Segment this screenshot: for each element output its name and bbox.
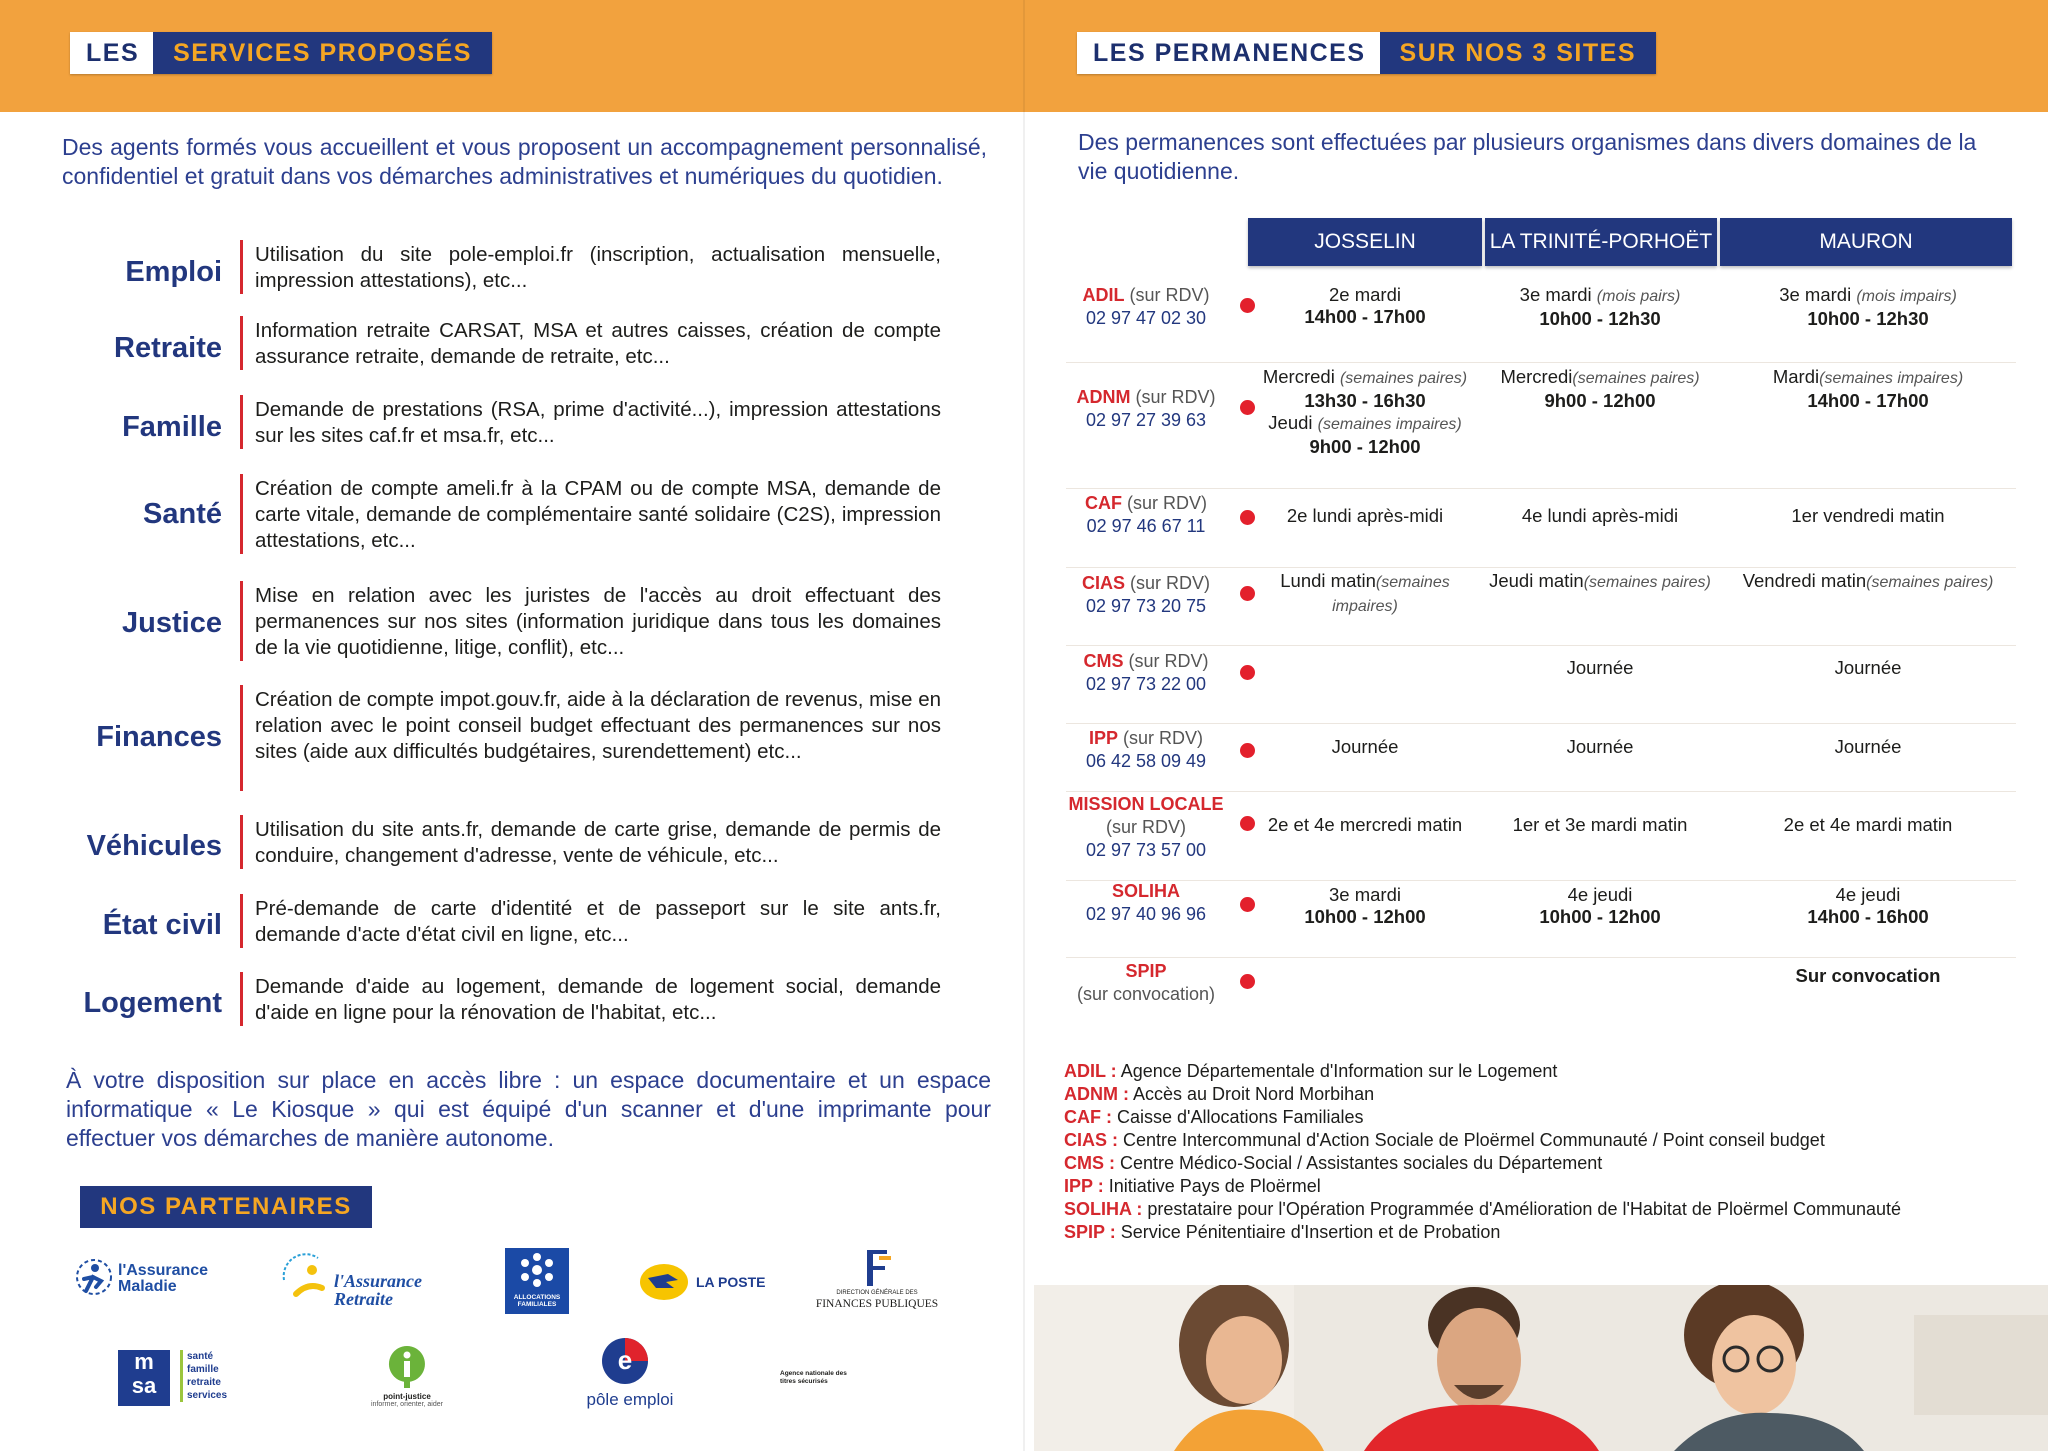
schedule-cell [1248, 736, 1482, 758]
cell-text: 14h00 - 17h00 [1304, 306, 1426, 327]
laposte-icon [638, 1262, 690, 1302]
schedule-cell [1722, 366, 2014, 412]
organisation-rdv: (sur convocation) [1076, 984, 1216, 1004]
permanences-header-left: LES PERMANENCES [1077, 32, 1380, 74]
row-separator [1066, 567, 2016, 568]
organisation-line [1056, 960, 1236, 983]
cell-text: Journée [1331, 736, 1399, 757]
cell-text: (semaines paires) [1339, 370, 1468, 387]
legend-abbr: ADNM : [1064, 1084, 1129, 1104]
msa-logo [118, 1350, 248, 1408]
cell-line [1483, 884, 1717, 906]
cell-text: (mois impairs) [1856, 288, 1957, 305]
schedule-cell [1722, 505, 2014, 527]
organisation-code: ADIL [1082, 285, 1125, 305]
legend-item [1064, 1175, 1901, 1198]
schedule-cell [1483, 505, 1717, 527]
cell-line [1722, 884, 2014, 906]
cell-line [1248, 736, 1482, 758]
pole-emploi-text: pôle emploi [586, 1390, 674, 1409]
cell-text: (semaines paires) [1572, 370, 1700, 387]
organisation [1056, 492, 1236, 538]
dgfip-logo [812, 1246, 942, 1316]
permanences-header-right: SUR NOS 3 SITES [1380, 32, 1656, 74]
assurance-retraite-icon [278, 1250, 334, 1306]
cell-text: 13h30 - 16h30 [1304, 390, 1426, 411]
service-divider [240, 972, 243, 1026]
point-justice-title: point-justice [383, 1392, 431, 1401]
cell-line [1483, 657, 1717, 679]
point-justice-sub: informer, orienter, aider [371, 1401, 443, 1408]
dgfip-text-top: DIRECTION GÉNÉRALE DES [836, 1290, 918, 1296]
legend-item [1064, 1083, 1901, 1106]
cell-line [1483, 906, 1717, 928]
msa-line-1: santé [187, 1351, 214, 1362]
organisation [1056, 650, 1236, 696]
cell-line [1722, 814, 2014, 836]
caf-text: ALLOCATIONS FAMILIALES [513, 1294, 561, 1308]
cell-line [1483, 284, 1717, 308]
cell-text: 10h00 - 12h30 [1807, 308, 1929, 329]
column-header: LA TRINITÉ-PORHOËT [1485, 218, 1717, 266]
cell-line [1722, 366, 2014, 390]
cell-line [1248, 366, 1482, 390]
cell-line [1483, 366, 1717, 390]
service-row [62, 894, 944, 948]
legend-item [1064, 1198, 1901, 1221]
organisation-line [1056, 650, 1236, 673]
cell-text: 14h00 - 17h00 [1807, 390, 1929, 411]
cell-text: 2e lundi après-midi [1286, 505, 1444, 526]
cell-line [1722, 736, 2014, 758]
cell-line [1483, 570, 1717, 594]
cell-line [1248, 306, 1482, 328]
column-header: MAURON [1720, 218, 2012, 266]
cell-line [1483, 308, 1717, 330]
service-description: Création de compte impot.gouv.fr, aide à la déclaration de revenus, mise en relation avec le point conseil budget effectuant des permanences sur nos sites (aide aux difficultés budgétaires, surendettement) etc... [255, 688, 941, 763]
organisation-rdv: (sur RDV) [1135, 387, 1216, 407]
pole-emploi-logo [570, 1336, 690, 1416]
schedule-cell [1722, 736, 2014, 758]
schedule-cell [1483, 814, 1717, 836]
status-dot [1240, 974, 1255, 989]
cell-line [1483, 505, 1717, 527]
service-description: Demande d'aide au logement, demande de logement social, demande d'aide en ligne pour la rénovation de l'habitat, etc... [255, 975, 941, 1024]
service-name: Retraite [114, 332, 222, 364]
service-row [62, 972, 944, 1026]
organisation [1056, 960, 1236, 1006]
cell-text: 4e jeudi [1835, 884, 1901, 905]
status-dot [1240, 665, 1255, 680]
row-separator [1066, 645, 2016, 646]
organisation [1056, 793, 1236, 862]
service-row [62, 685, 944, 791]
cell-text: (semaines impaires) [1332, 574, 1450, 615]
msa-line-3: retraite [187, 1377, 221, 1388]
schedule-cell [1722, 884, 2014, 928]
organisation-code: ADNM [1076, 387, 1131, 407]
service-divider [240, 685, 243, 791]
laposte-text: LA POSTE [696, 1274, 766, 1290]
organisation-phone: 02 97 40 96 96 [1085, 904, 1207, 924]
service-name: Famille [122, 411, 222, 443]
organisation-code: CMS [1083, 651, 1124, 671]
kiosque-text: À votre disposition sur place en accès libre : un espace documentaire et un espace informatique « Le Kiosque » qui est équipé d'un scanner et d'une imprimante pour effectuer vos démarches de manière autonome. [66, 1067, 991, 1151]
pole-emploi-icon [600, 1336, 650, 1386]
office-photo [1034, 1285, 2048, 1451]
office-photo-illustration [1034, 1285, 2048, 1451]
column-header: JOSSELIN [1248, 218, 1482, 266]
legend-abbr: CMS : [1064, 1153, 1115, 1173]
acronym-legend [1064, 1060, 1901, 1244]
service-row [62, 474, 944, 554]
organisation [1056, 386, 1236, 432]
cell-text: 4e jeudi [1567, 884, 1633, 905]
legend-abbr: CAF : [1064, 1107, 1112, 1127]
service-name: Justice [122, 607, 222, 639]
cell-text: Mardi [1772, 366, 1820, 387]
cell-text: Mercredi [1262, 366, 1340, 387]
cell-line [1483, 390, 1717, 412]
legend-item [1064, 1152, 1901, 1175]
legend-text: Caisse d'Allocations Familiales [1117, 1107, 1364, 1127]
legend-abbr: SOLIHA : [1064, 1199, 1143, 1219]
organisation-code: CAF [1084, 493, 1122, 513]
schedule-cell [1722, 657, 2014, 679]
legend-item [1064, 1060, 1901, 1083]
schedule-cell [1483, 657, 1717, 679]
assurance-maladie-text: l'Assurance Maladie [118, 1262, 209, 1295]
dgfip-icon [857, 1246, 897, 1290]
cell-text: (mois pairs) [1596, 288, 1681, 305]
organisation-phone: 06 42 58 09 49 [1085, 751, 1207, 771]
services-header [70, 32, 492, 74]
organisation-line [1056, 880, 1236, 903]
organisation [1056, 572, 1236, 618]
cell-text: 1er et 3e mardi matin [1512, 814, 1688, 835]
cell-text: (semaines impaires) [1819, 370, 1964, 387]
cell-line [1722, 284, 2014, 308]
permanences-intro: Des permanences sont effectuées par plusieurs organismes dans divers domaines de la vie quotidienne. [1078, 129, 1977, 184]
service-description: Information retraite CARSAT, MSA et autres caisses, création de compte assurance retraite, demande de retraite, etc... [255, 319, 941, 368]
service-description: Pré-demande de carte d'identité et de passeport sur le site ants.fr, demande d'acte d'état civil en ligne, etc... [255, 897, 941, 946]
service-row [62, 316, 944, 370]
legend-item [1064, 1221, 1901, 1244]
cell-text: 10h00 - 12h00 [1304, 906, 1426, 927]
cell-text: Sur convocation [1795, 965, 1941, 986]
cell-text: Journée [1834, 736, 1902, 757]
schedule-cell [1248, 284, 1482, 328]
organisation-rdv: (sur RDV) [1106, 817, 1186, 837]
services-header-title: SERVICES PROPOSÉS [153, 32, 492, 74]
service-row [62, 581, 944, 661]
schedule-cell [1248, 366, 1482, 458]
cell-text: (semaines paires) [1583, 574, 1711, 591]
msa-mark: m sa [118, 1350, 170, 1406]
msa-line-2: famille [187, 1364, 219, 1375]
schedule-cell [1248, 570, 1482, 618]
schedule-cell [1722, 814, 2014, 836]
legend-item [1064, 1106, 1901, 1129]
cell-line [1248, 436, 1482, 458]
service-row [62, 240, 944, 294]
laposte-logo [638, 1262, 768, 1302]
cell-text: Journée [1566, 736, 1634, 757]
cell-line [1248, 570, 1482, 618]
organisation-phone: 02 97 47 02 30 [1085, 308, 1207, 328]
organisation-code: MISSION LOCALE [1068, 794, 1224, 814]
schedule-cell [1722, 284, 2014, 330]
legend-abbr: IPP : [1064, 1176, 1104, 1196]
cell-text: Lundi matin [1280, 570, 1376, 591]
organisation-line [1056, 386, 1236, 409]
organisation-code: IPP [1088, 728, 1118, 748]
cell-line [1248, 884, 1482, 906]
organisation [1056, 284, 1236, 330]
permanences-header [1077, 32, 1656, 74]
service-divider [240, 894, 243, 948]
service-divider [240, 316, 243, 370]
service-description: Demande de prestations (RSA, prime d'activité...), impression attestations sur les sites caf.fr et msa.fr, etc... [255, 398, 941, 447]
legend-text: Centre Intercommunal d'Action Sociale de Ploërmel Communauté / Point conseil budget [1123, 1130, 1825, 1150]
cell-line [1722, 570, 2014, 594]
point-justice-logo [352, 1344, 462, 1414]
caf-icon [505, 1248, 569, 1294]
organisation-line [1056, 572, 1236, 595]
cell-line [1248, 906, 1482, 928]
organisation-rdv: (sur RDV) [1123, 728, 1204, 748]
schedule-cell [1483, 570, 1717, 594]
organisation [1056, 880, 1236, 926]
legend-text: Agence Départementale d'Information sur le Logement [1120, 1061, 1558, 1081]
row-separator [1066, 957, 2016, 958]
cell-line [1248, 814, 1482, 836]
organisation-phone: 02 97 46 67 11 [1086, 516, 1206, 536]
cell-text: Journée [1834, 657, 1902, 678]
organisation-code: SPIP [1125, 961, 1167, 981]
msa-line-4: services [187, 1390, 228, 1401]
cell-text: 9h00 - 12h00 [1544, 390, 1656, 411]
service-divider [240, 474, 243, 554]
schedule-cell [1483, 284, 1717, 330]
schedule-cell [1722, 965, 2014, 987]
caf-logo [505, 1248, 569, 1314]
schedule-cell [1248, 884, 1482, 928]
cell-text: 9h00 - 12h00 [1309, 436, 1421, 457]
organisation-rdv: (sur RDV) [1127, 493, 1207, 513]
schedule-cell [1483, 736, 1717, 758]
organisation-rdv: (sur RDV) [1129, 285, 1210, 305]
cell-line [1248, 412, 1482, 436]
cell-line [1483, 814, 1717, 836]
organisation-phone: 02 97 27 39 63 [1085, 410, 1207, 430]
cell-text: Mercredi [1500, 366, 1573, 387]
organisation-line [1056, 727, 1236, 750]
cell-line [1248, 284, 1482, 306]
service-divider [240, 240, 243, 294]
cell-text: (semaines paires) [1866, 574, 1994, 591]
assurance-retraite-text: l'Assurance Retraite [334, 1271, 423, 1309]
organisation-line [1056, 284, 1236, 307]
ants-logo: Agence nationale des titres sécurisés [780, 1370, 847, 1385]
legend-item [1064, 1129, 1901, 1152]
cell-text: (semaines impaires) [1317, 416, 1462, 433]
cell-text: 1er vendredi matin [1791, 505, 1945, 526]
cell-text: 4e lundi après-midi [1521, 505, 1679, 526]
cell-text: Vendredi matin [1742, 570, 1867, 591]
legend-abbr: ADIL : [1064, 1061, 1117, 1081]
service-name: Finances [96, 721, 222, 753]
service-name: Logement [83, 987, 222, 1019]
cell-text: 3e mardi [1779, 284, 1857, 305]
assurance-retraite-logo [278, 1250, 428, 1312]
organisation-phone: 02 97 73 20 75 [1085, 596, 1207, 616]
organisation-line [1056, 793, 1236, 816]
msa-text [180, 1350, 257, 1402]
cell-line [1722, 390, 2014, 412]
dgfip-text: FINANCES PUBLIQUES [815, 1298, 939, 1310]
legend-text: Initiative Pays de Ploërmel [1108, 1176, 1321, 1196]
cell-text: 2e et 4e mercredi matin [1267, 814, 1463, 835]
cell-text: 2e et 4e mardi matin [1783, 814, 1953, 835]
service-name: État civil [102, 909, 222, 941]
service-divider [240, 395, 243, 449]
cell-line [1722, 906, 2014, 928]
page-fold [1023, 0, 1025, 1451]
assurance-maladie-icon [74, 1257, 114, 1301]
organisation-phone: 02 97 73 22 00 [1085, 674, 1207, 694]
cell-line [1722, 505, 2014, 527]
service-row [62, 395, 944, 449]
legend-abbr: CIAS : [1064, 1130, 1118, 1150]
organisation [1056, 727, 1236, 773]
point-justice-icon [387, 1344, 427, 1388]
schedule-cell [1248, 814, 1482, 836]
organisation-code: SOLIHA [1111, 881, 1180, 901]
partners-header: NOS PARTENAIRES [80, 1186, 372, 1228]
cell-text: 3e mardi [1519, 284, 1597, 305]
organisation-code: CIAS [1081, 573, 1125, 593]
cell-line [1248, 505, 1482, 527]
service-description: Création de compte ameli.fr à la CPAM ou de compte MSA, demande de carte vitale, demande de complémentaire santé solidaire (C2S), impression attestations, etc... [255, 477, 941, 552]
cell-text: 10h00 - 12h30 [1539, 308, 1661, 329]
service-name: Santé [143, 498, 222, 530]
row-separator [1066, 723, 2016, 724]
organisation-rdv: (sur RDV) [1130, 573, 1211, 593]
cell-text: Journée [1566, 657, 1634, 678]
cell-text: 2e mardi [1329, 284, 1401, 305]
svg-text:e: e [617, 1345, 633, 1375]
service-divider [240, 581, 243, 661]
services-header-les: LES [70, 32, 153, 74]
cell-text: 10h00 - 12h00 [1539, 906, 1661, 927]
service-description: Mise en relation avec les juristes de l'accès au droit effectuant des permanences sur nos sites (information juridique dans tous les domaines de la vie quotidienne, litige, conflit), etc... [255, 584, 941, 659]
cell-text: 3e mardi [1329, 884, 1401, 905]
cell-line [1483, 736, 1717, 758]
service-divider [240, 815, 243, 869]
cell-text: Jeudi [1268, 412, 1318, 433]
service-row [62, 815, 944, 869]
schedule-cell [1483, 884, 1717, 928]
service-name: Véhicules [86, 830, 222, 862]
schedule-cell [1248, 505, 1482, 527]
service-description: Utilisation du site pole-emploi.fr (inscription, actualisation mensuelle, impression attestations), etc... [255, 243, 941, 292]
cell-line [1722, 308, 2014, 330]
row-separator [1066, 362, 2016, 363]
row-separator [1066, 488, 2016, 489]
organisation-phone: 02 97 73 57 00 [1085, 840, 1207, 860]
schedule-cell [1483, 366, 1717, 412]
legend-text: prestataire pour l'Opération Programmée d'Amélioration de l'Habitat de Ploërmel Communauté [1147, 1199, 1902, 1219]
service-name: Emploi [125, 256, 222, 288]
legend-text: Service Pénitentiaire d'Insertion et de Probation [1120, 1222, 1501, 1242]
legend-text: Accès au Droit Nord Morbihan [1133, 1084, 1375, 1104]
service-description: Utilisation du site ants.fr, demande de carte grise, demande de permis de conduire, changement d'adresse, vente de véhicule, etc... [255, 818, 941, 867]
cell-text: 14h00 - 16h00 [1807, 906, 1929, 927]
organisation-line [1056, 492, 1236, 515]
schedule-cell [1722, 570, 2014, 594]
cell-line [1248, 390, 1482, 412]
cell-line [1722, 965, 2014, 987]
legend-abbr: SPIP : [1064, 1222, 1116, 1242]
cell-text: Jeudi matin [1489, 570, 1584, 591]
organisation-rdv: (sur RDV) [1128, 651, 1209, 671]
cell-line [1722, 657, 2014, 679]
assurance-maladie-logo [74, 1255, 224, 1303]
row-separator [1066, 791, 2016, 792]
legend-text: Centre Médico-Social / Assistantes sociales du Département [1120, 1153, 1603, 1173]
services-intro: Des agents formés vous accueillent et vous proposent un accompagnement personnalisé, confidentiel et gratuit dans vos démarches administratives et numériques du quotidien. [62, 134, 987, 189]
